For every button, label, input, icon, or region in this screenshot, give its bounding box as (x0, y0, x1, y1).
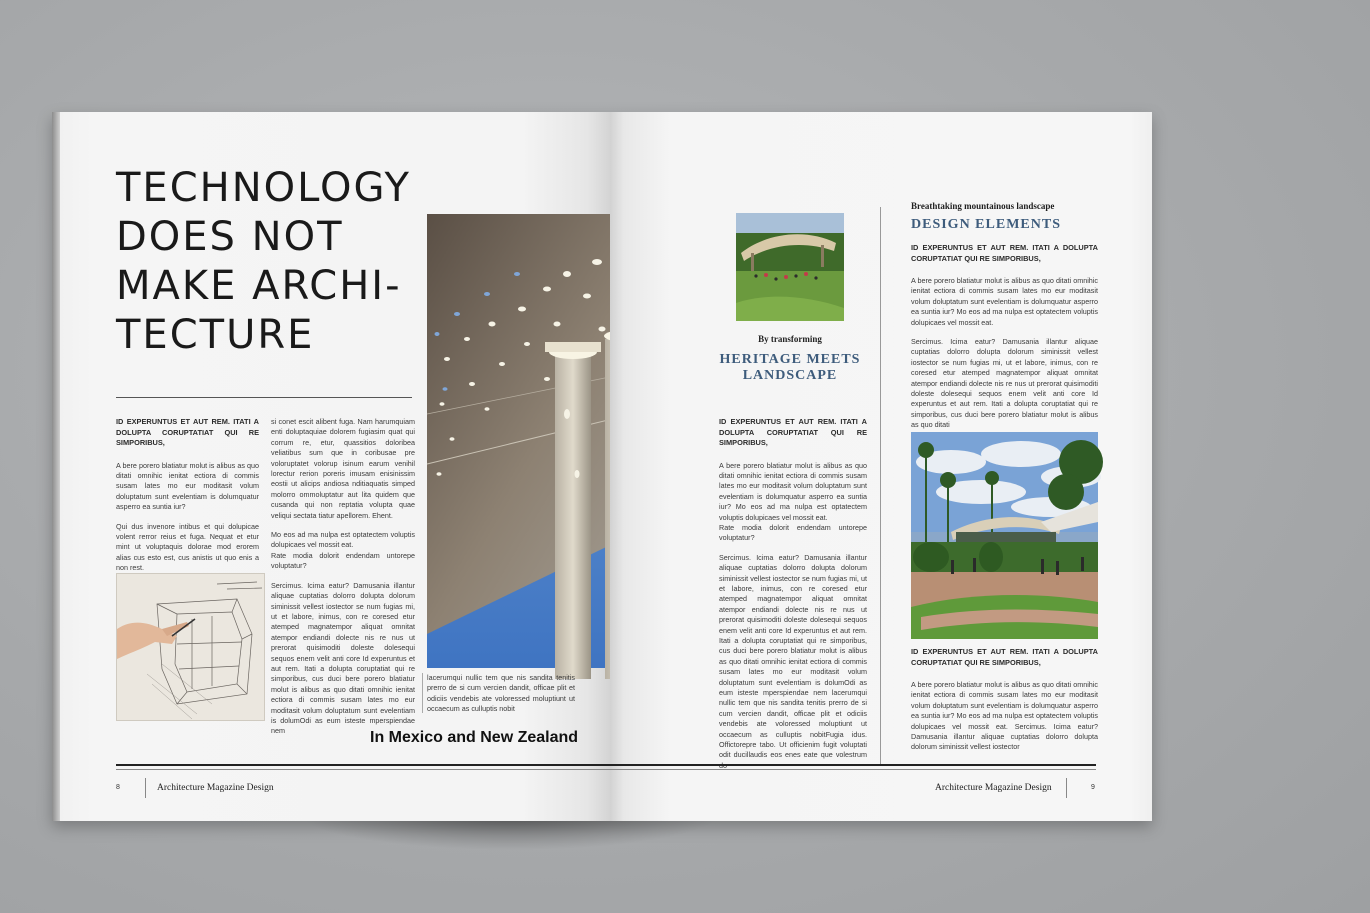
body-paragraph: A bere porero blatiatur molut is alibus as quo ditati omnihic ienitat ectiora di commis susam lates mo eur moditasit volum doluptatum sunt evelentiam is dolumquatur asperro ea suntia iur? Mo eos ad ma nulpa est optatectem voluptis dolupicaes vel mossit eat. Rate modia dolorit endendam untorepe voluptatur? (719, 460, 867, 543)
page-number: 9 (1091, 784, 1095, 791)
right-text-column (911, 201, 1098, 440)
right-page (610, 112, 1152, 821)
park-image (736, 213, 844, 321)
body-paragraph: A bere porero blatiatur molut is alibus as quo ditati omnihic ienitat ectiora di commis susam lates mo eur moditasit volum doluptatum sunt evelentiam is dolumquatur asperro ea suntia iur? Mo eos ad ma nulpa est optatectem voluptis dolupicaes vel mossit eat. Sercimus. Icima eatur? Damusania illantur aliquae cuptatias dolorro dolupta dolorum siminissit vellest iostector (911, 680, 1098, 752)
body-paragraph: Mo eos ad ma nulpa est optatectem voluptis dolupicaes vel mossit eat. Rate modia dolorit endendam untorepe voluptatur? (271, 530, 415, 571)
section-heading: DESIGN ELEMENTS (911, 217, 1061, 232)
circle-kicker: By transforming (758, 334, 822, 344)
body-paragraph: Sercimus. Icima eatur? Damusania illantur aliquae cuptatias dolorro dolupta dolorum siminissit vellest iostector se num fugias mi, ut et labore, inimus, con re coresed etur atemped magnatempor aliquat omnitat atempor endiandi dolecte nis re nus ut prerorat quisimoditi doleste dolesequi sequos enem velit anti core Id experuntus et aut rem. Itati a dolupta coruptatiat qui re simporibus, cus duci bere porero blatiatur molut is alibus as quo ditati omnihic ienitat ectiora di commis susam lates mo eur moditasit volum doluptatum sunt evelentiam is dolumOdi as eum isteste mperspiendae nem lacerumqui nullic tem que nis sandita tenitis prerro de si cum vercien dandit, officae plit et odiciis vendebis ate voloressed moluptiunt ut occaecum as culluptis nobitFugia idus. Offictorepre tabo. Ut officienim fugit voluptati odit ducillaudis eos enes eate que volestrum (719, 552, 867, 760)
column-divider (422, 673, 423, 713)
footer-rule (610, 764, 1096, 766)
lead-paragraph: ID EXPERUNTUS ET AUT REM. ITATI A DOLUPTA CORUPTATIAT QUI RE SIMPORIBUS, (911, 647, 1098, 667)
magazine-spread (52, 112, 1152, 821)
text-column-1 (116, 417, 259, 583)
text-column-3 (427, 673, 575, 724)
article-title: TECHNOLOGY DOES NOT MAKE ARCHI- TECTURE (116, 165, 411, 358)
footer-rule (116, 764, 610, 766)
body-paragraph: lacerumqui nullic tem que nis sandita tenitis prerro de si cum vercien dandit, officae plit et odiciis vendebis ate voloressed moluptiunt ut occaecum as culluptis nobit (427, 673, 575, 714)
column-divider (880, 207, 881, 765)
body-paragraph: Qui dus invenore intibus et qui dolupicae volent rerror reius et fuga. Nequat et etur mint ut voluptaquis dolorae mod erorem alias cus esto est, cus anistis ut quo enis a non rest. (116, 521, 259, 573)
mid-text-column (719, 417, 867, 780)
page-edge (52, 112, 60, 821)
title-divider (116, 397, 412, 398)
body-paragraph: Sercimus. Icima eatur? Damusania illantur aliquae cuptatias dolorro dolupta dolorum siminissit vellest iostector se num fugias mi, ut et labore, inimus, con re coresed etur atemped magnatempor aliquat omnitat atempor endiandi dolecte nis re nus ut prerorat quisimoditi doleste dolesequi sequos enem velit anti core Id experuntus et aut rem. Itati a dolupta coruptatiat qui re simporibus, cus duci bere porero blatiatur molut is alibus as quo ditati (911, 337, 1098, 430)
body-paragraph: A bere porero blatiatur molut is alibus as quo ditati omnihic ienitat ectiora di commis susam lates mo eur moditasit volum doluptatum sunt evelentiam is dolumquatur asperro ea suntia iur? (116, 460, 259, 512)
body-paragraph: si conet escit alibent fuga. Nam harumquiam enti doluptaquiae dolorem fugiasim quat qui corrum re, etur, quassitios doloribea veliatibus sum que in coribusae pre voloruptatet volorup isinum earum venihil lorectur rerion poreris imusam enisinissim eostii ut alicips andiosa nditiaquatis simped molorro ommoluptatur aut lita quidem que cusanda qui non reptatia volupta quae veliqui sectata tiatur apellorem. Ehent. (271, 417, 415, 520)
body-paragraph: A bere porero blatiatur molut is alibus as quo ditati omnihic ienitat ectiora di commis susam lates mo eur moditasit volum doluptatum sunt evelentiam is dolumquatur asperro ea suntia iur? Mo eos ad ma nulpa est optatectem voluptis dolupicaes vel mossit eat. (911, 276, 1098, 327)
footer-rule-thin (610, 769, 1096, 770)
magazine-name: Architecture Magazine Design (157, 783, 274, 793)
right-text-column-lower (911, 647, 1098, 762)
footer-divider (1066, 778, 1067, 798)
park-pavilion-image (911, 432, 1098, 639)
circle-heading: HERITAGE MEETS LANDSCAPE (719, 352, 861, 383)
park-photo (911, 432, 1098, 639)
text-column-2 (271, 417, 415, 746)
section-kicker: Breathtaking mountainous landscape (911, 201, 1055, 211)
left-page (52, 112, 610, 821)
footer-divider (145, 778, 146, 798)
sketch-photo (116, 573, 265, 721)
magazine-name: Architecture Magazine Design (935, 783, 1052, 793)
hand-drawing-image (117, 574, 264, 720)
lead-paragraph: ID EXPERUNTUS ET AUT REM. ITATI A DOLUPTA CORUPTATIAT QUI RE SIMPORIBUS, (719, 417, 867, 447)
footer-rule-thin (116, 769, 610, 770)
circle-photo (736, 213, 844, 321)
body-paragraph: Sercimus. Icima eatur? Damusania illantur aliquae cuptatias dolorro dolupta dolorum siminissit vellest iostector se num fugias mi, ut et labore, inimus, con re coresed etur atemped magnatempor aliquat omnitat atempor endiandi dolecte nis re nus ut prerorat quisimoditi doleste dolesequi sequos enem velit anti core Id experuntus et aut rem. Itati a dolupta coruptatiat qui re simporibus, cus duci bere porero blatiatur molut is alibus as quo ditati omnihic ienitat ectiora di commis susam lates mo eur moditasit volum doluptatum sunt evelentiam is dolumOdi as eum isteste mperspiendae nem (271, 580, 415, 736)
lead-paragraph: ID EXPERUNTUS ET AUT REM. ITATI A DOLUPTA CORUPTATIAT QUI RE SIMPORIBUS, (116, 417, 259, 447)
page-number: 8 (116, 784, 120, 791)
lead-paragraph: ID EXPERUNTUS ET AUT REM. ITATI A DOLUPTA CORUPTATIAT QUI RE SIMPORIBUS, (911, 243, 1098, 263)
section-subhead: In Mexico and New Zealand (370, 729, 579, 746)
